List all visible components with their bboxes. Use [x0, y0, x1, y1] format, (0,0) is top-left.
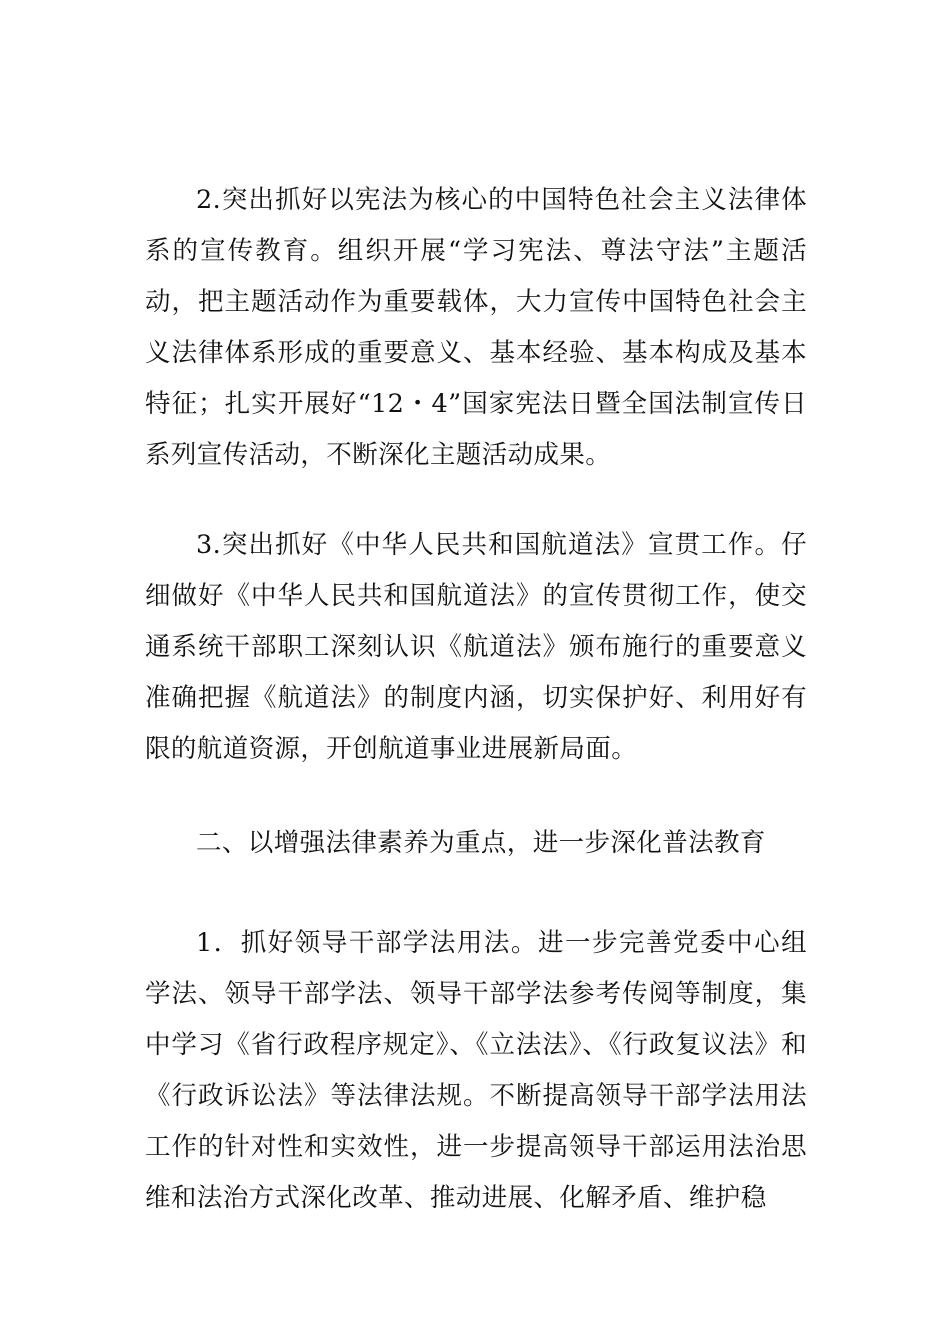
- section-heading-2: 二、以增强法律素养为重点，进一步深化普法教育: [196, 828, 766, 858]
- paragraph-1-leaders-study-law: 1．抓好领导干部学法用法。进一步完善党委中心组学法、领导干部学法、领导干部学法参考传阅等制度，集中学习《省行政程序规定》、《立法法》、《行政复议法》和《行政诉讼法》等法律法规。不断提高领导干部学法用法工作的针对性和实效性，进一步提高领导干部运用法治思维和法治方式深化改革、推动进展、化解矛盾、维护稳: [145, 928, 807, 1213]
- paragraph-3-waterway-law: 3.突出抓好《中华人民共和国航道法》宣贯工作。仔细做好《中华人民共和国航道法》的宣传贯彻工作，使交通系统干部职工深刻认识《航道法》颁布施行的重要意义准确把握《航道法》的制度内涵，切实保护好、利用好有限的航道资源，开创航道事业进展新局面。: [145, 530, 807, 764]
- paragraph-2-constitution-education: 2.突出抓好以宪法为核心的中国特色社会主义法律体系的宣传教育。组织开展“学习宪法、尊法守法”主题活动，把主题活动作为重要载体，大力宣传中国特色社会主义法律体系形成的重要意义、基本经验、基本构成及基本特征；扎实开展好“12・4”国家宪法日暨全国法制宣传日系列宣传活动，不断深化主题活动成果。: [145, 185, 807, 470]
